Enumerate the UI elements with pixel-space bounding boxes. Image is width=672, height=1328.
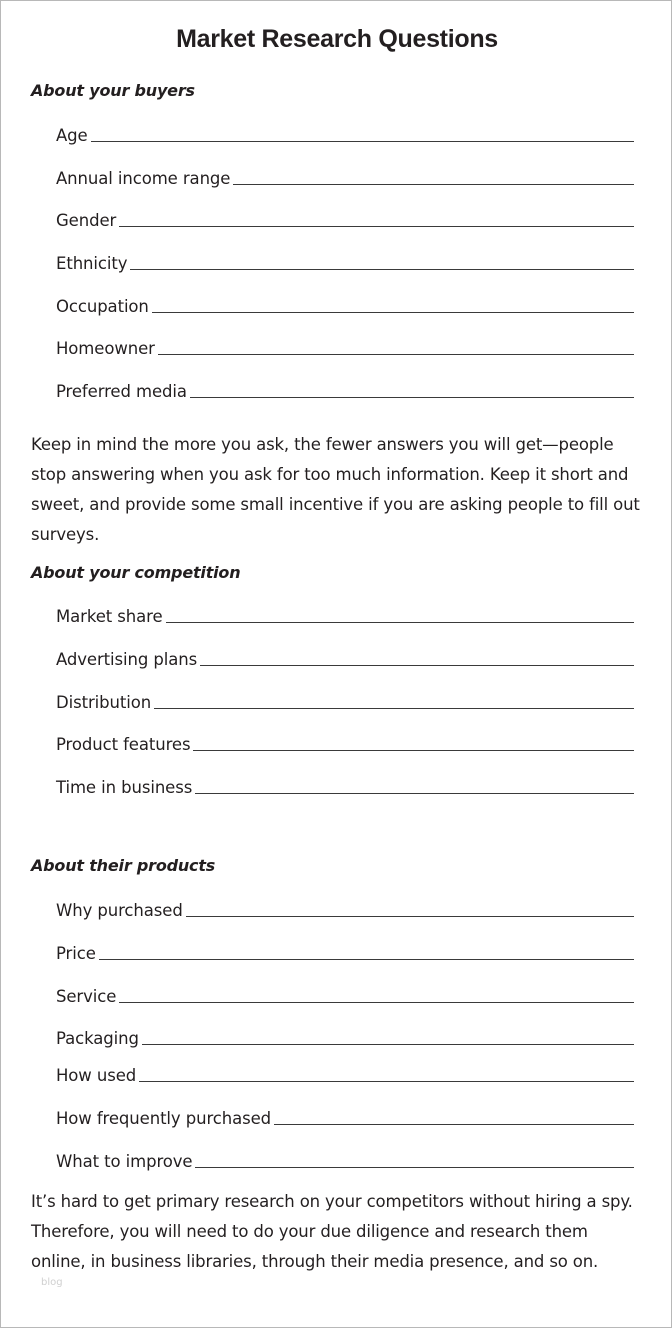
answer-line[interactable] bbox=[190, 396, 634, 398]
answer-line[interactable] bbox=[186, 915, 634, 917]
field-preferred-media[interactable] bbox=[56, 378, 634, 402]
field-label: Market share bbox=[56, 607, 163, 626]
answer-line[interactable] bbox=[142, 1043, 634, 1045]
field-label: Time in business bbox=[56, 778, 193, 797]
field-market-share[interactable] bbox=[56, 603, 634, 627]
field-label: Age bbox=[56, 126, 88, 145]
field-advertising-plans[interactable] bbox=[56, 646, 634, 670]
answer-line[interactable] bbox=[200, 664, 634, 666]
field-how-used[interactable] bbox=[56, 1062, 634, 1086]
answer-line[interactable] bbox=[154, 707, 634, 709]
field-ethnicity[interactable] bbox=[56, 250, 634, 274]
field-annual-income-range[interactable] bbox=[56, 165, 634, 189]
answer-line[interactable] bbox=[158, 353, 634, 355]
field-product-features[interactable] bbox=[56, 731, 634, 755]
section-heading-products: About their products bbox=[31, 856, 216, 875]
answer-line[interactable] bbox=[166, 621, 634, 623]
answer-line[interactable] bbox=[91, 140, 634, 142]
answer-line[interactable] bbox=[119, 1001, 634, 1003]
field-how-frequently-purchased[interactable] bbox=[56, 1105, 634, 1129]
field-label: Homeowner bbox=[56, 339, 155, 358]
watermark: blog bbox=[41, 1277, 63, 1288]
field-label: What to improve bbox=[56, 1152, 193, 1171]
answer-line[interactable] bbox=[193, 749, 634, 751]
answer-line[interactable] bbox=[99, 958, 634, 960]
field-what-to-improve[interactable] bbox=[56, 1148, 634, 1172]
field-packaging[interactable] bbox=[56, 1025, 634, 1049]
field-label: Annual income range bbox=[56, 169, 231, 188]
section-heading-competition: About your competition bbox=[31, 563, 241, 582]
field-service[interactable] bbox=[56, 983, 634, 1007]
field-age[interactable] bbox=[56, 122, 634, 146]
answer-line[interactable] bbox=[139, 1080, 634, 1082]
field-label: Distribution bbox=[56, 693, 152, 712]
field-label: Advertising plans bbox=[56, 650, 198, 669]
buyers-note-paragraph: Keep in mind the more you ask, the fewer answers you will get—people stop answering when you ask for too much information. Keep it short and sweet, and provide some small incentive if you are asking people to fill out surveys. bbox=[31, 435, 640, 544]
field-homeowner[interactable] bbox=[56, 335, 634, 359]
field-label: Why purchased bbox=[56, 901, 183, 920]
answer-line[interactable] bbox=[274, 1123, 634, 1125]
field-label: Occupation bbox=[56, 297, 149, 316]
field-gender[interactable] bbox=[56, 207, 634, 231]
field-label: Gender bbox=[56, 211, 117, 230]
field-label: How frequently purchased bbox=[56, 1109, 272, 1128]
answer-line[interactable] bbox=[233, 183, 634, 185]
answer-line[interactable] bbox=[152, 311, 634, 313]
field-label: Product features bbox=[56, 735, 191, 754]
answer-line[interactable] bbox=[195, 1166, 634, 1168]
field-label: Preferred media bbox=[56, 382, 187, 401]
field-label: Packaging bbox=[56, 1029, 139, 1048]
field-distribution[interactable] bbox=[56, 689, 634, 713]
answer-line[interactable] bbox=[130, 268, 634, 270]
field-time-in-business[interactable] bbox=[56, 774, 634, 798]
answer-line[interactable] bbox=[195, 792, 634, 794]
field-label: Service bbox=[56, 987, 117, 1006]
field-why-purchased[interactable] bbox=[56, 897, 634, 921]
field-price[interactable] bbox=[56, 940, 634, 964]
field-label: How used bbox=[56, 1066, 137, 1085]
answer-line[interactable] bbox=[119, 225, 634, 227]
page-title: Market Research Questions bbox=[176, 25, 498, 53]
closing-note-paragraph: It’s hard to get primary research on your competitors without hiring a spy. Therefore, you will need to do your due diligence and research them online, in business libraries, through their media presence, and so on. bbox=[31, 1192, 633, 1271]
field-label: Ethnicity bbox=[56, 254, 128, 273]
field-occupation[interactable] bbox=[56, 293, 634, 317]
field-label: Price bbox=[56, 944, 96, 963]
section-heading-buyers: About your buyers bbox=[31, 81, 195, 100]
